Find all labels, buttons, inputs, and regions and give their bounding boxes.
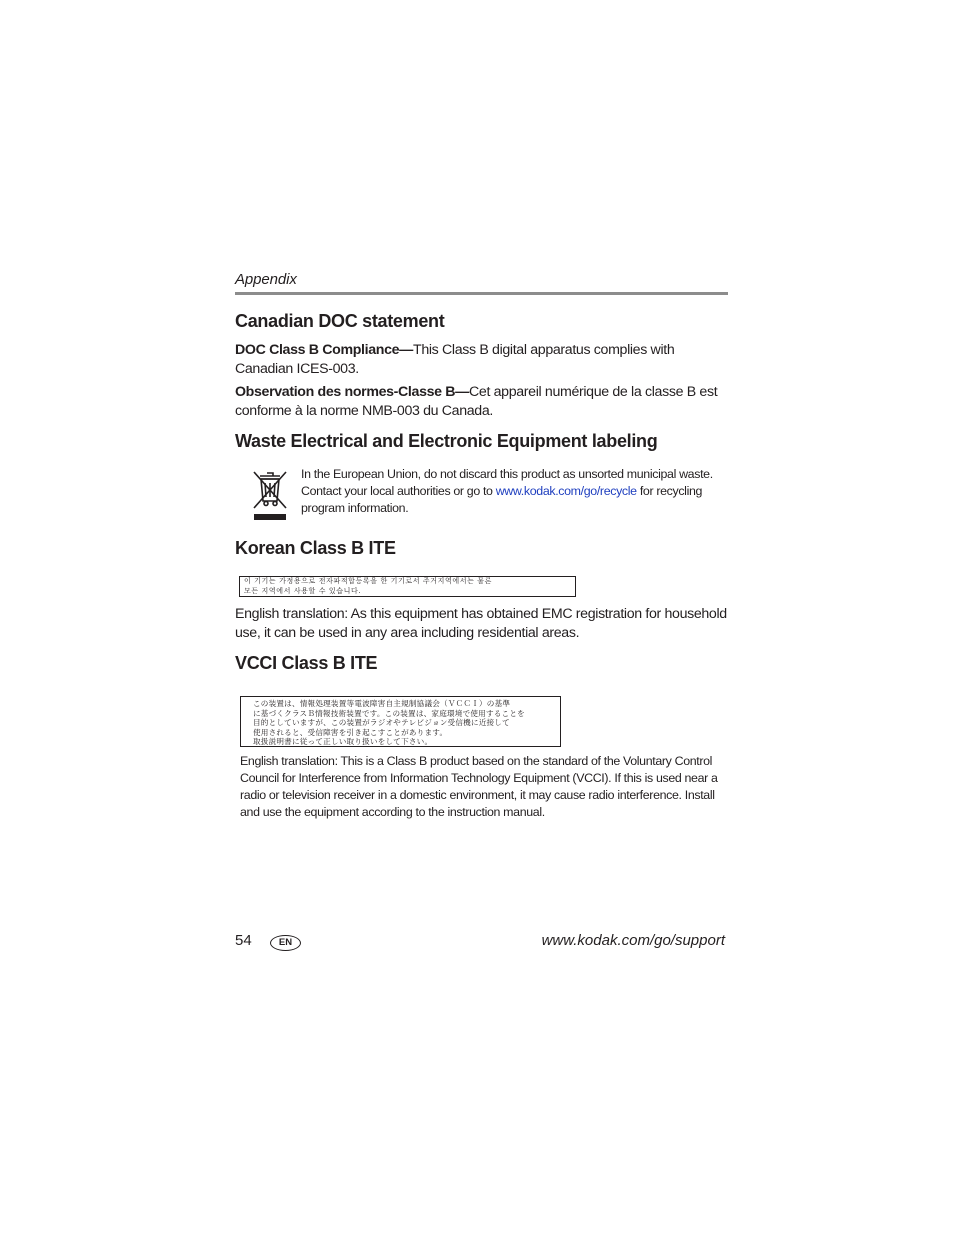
canadian-doc-heading: Canadian DOC statement (235, 311, 445, 331)
vcci-notice-line: 取扱説明書に従って正しい取り扱いをして下さい。 (253, 737, 433, 747)
support-url[interactable]: www.kodak.com/go/support (541, 932, 725, 949)
vcci-translation: English translation: This is a Class B product based on the standard of the Voluntary Control Council for Interference from Information Technology Equipment (VCCI). If this is used near a radio or television receiver in a domestic environment, it may cause radio interference. Install and use the equipment according to the instruction manual. (240, 754, 718, 819)
weee-text-before: In the European Union, do not discard this product as unsorted municipal waste. Contact your local authorities or go to (301, 467, 713, 498)
vcci-notice-line: 使用されると、受信障害を引き起こすことがあります。 (253, 727, 448, 737)
korean-translation: English translation: As this equipment has obtained EMC registration for household use, it can be used in any area including residential areas. (235, 606, 727, 641)
vcci-notice-box (240, 696, 561, 747)
weee-paragraph (301, 466, 721, 517)
vcci-heading: VCCI Class B ITE (235, 653, 378, 673)
nmb-label: Observation des normes-Classe B— (235, 384, 470, 400)
vcci-notice-line: に基づくクラスＢ情報技術装置です。この装置は、家庭環境で使用することを (253, 708, 525, 718)
language-badge: EN (270, 935, 301, 951)
section-label: Appendix (235, 271, 297, 288)
korean-notice-line-2: 모든 지역에서 사용할 수 있습니다. (244, 586, 362, 595)
nmb-text: Cet appareil numérique de la classe B est conforme à la norme NMB-003 du Canada. (235, 384, 718, 419)
vcci-notice-line: 目的としていますが、この装置がラジオやテレビジョン受信機に近接して (253, 718, 510, 728)
vcci-notice-line: この装置は、情報処理装置等電波障害自主規制協議会（ＶＣＣＩ）の基準 (253, 699, 511, 708)
weee-heading: Waste Electrical and Electronic Equipment labeling (235, 431, 658, 451)
recycle-link[interactable]: www.kodak.com/go/recycle (495, 484, 637, 498)
doc-class-b-paragraph (235, 341, 730, 378)
doc-class-b-text: This Class B digital apparatus complies with Canadian ICES-003. (235, 342, 675, 377)
korean-notice-line-1: 이 기기는 가정용으로 전자파적합등록을 한 기기로서 주거지역에서는 물론 (244, 577, 492, 585)
doc-class-b-label: DOC Class B Compliance— (235, 342, 414, 358)
nmb-paragraph (235, 383, 730, 420)
crossed-out-wheelie-bin-icon (250, 468, 290, 524)
header-divider (235, 292, 728, 295)
weee-text-after: for recycling program information. (301, 484, 703, 515)
korean-notice-box (239, 576, 576, 597)
page-number: 54 (235, 932, 252, 949)
korean-heading: Korean Class B ITE (235, 538, 396, 558)
